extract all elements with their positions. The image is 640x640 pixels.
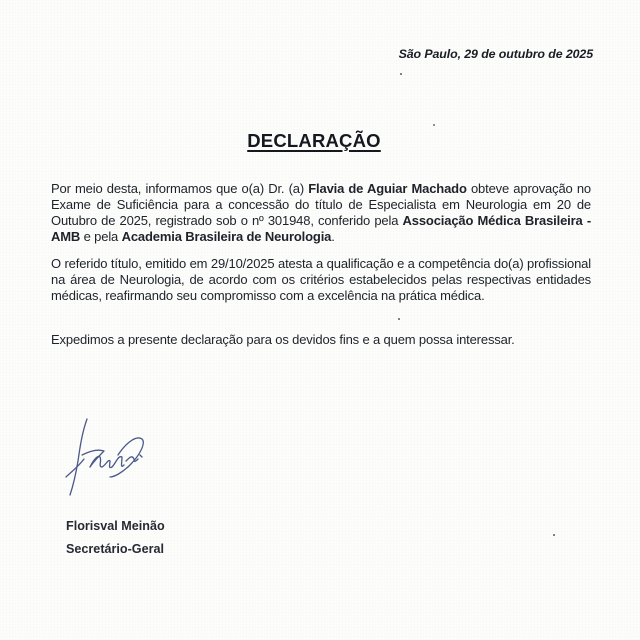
paragraph-closing: Expedimos a presente declaração para os devidos fins e a quem possa interessar. [51,332,515,347]
paragraph-1-text-1: Por meio desta, informamos que o(a) Dr. (a) [51,181,309,196]
paper-speck [400,73,402,75]
organization-abn: Academia Brasileira de Neurologia [121,229,332,244]
paragraph-1-text-4: . [331,229,335,244]
signature-icon [60,415,160,500]
paper-speck [553,534,555,536]
document-title [0,130,628,152]
organization-amb: Associação Médica Brasileira - AMB [51,213,591,244]
signer-name: Florisval Meinão [66,519,165,533]
date-line: São Paulo, 29 de outubro de 2025 [398,47,593,61]
paragraph-qualification: O referido título, emitido em 29/10/2025 atesta a qualificação e a competência do(a) profissional na área de Neurologia, de acordo com os critérios estabelecidos pelas respectivas entidades médicas, reafirmando seu compromisso com a excelência na prática médica. [51,256,591,303]
signer-role: Secretário-Geral [66,542,165,556]
doctor-name: Flavia de Aguiar Machado [308,181,467,196]
paper-speck [398,318,400,320]
paragraph-1-text-3: e pela [80,229,122,244]
paragraph-declaration [51,181,591,245]
paper-speck [433,124,435,126]
document-title-text: DECLARAÇÃO [247,130,381,151]
paragraph-1-text-2: obteve aprovação no Exame de Suficiência para a concessão do título de Especialista em Neurologia em 20 de Outubro de 2025, registrado sob o nº 301948, conferido pela [51,181,591,228]
